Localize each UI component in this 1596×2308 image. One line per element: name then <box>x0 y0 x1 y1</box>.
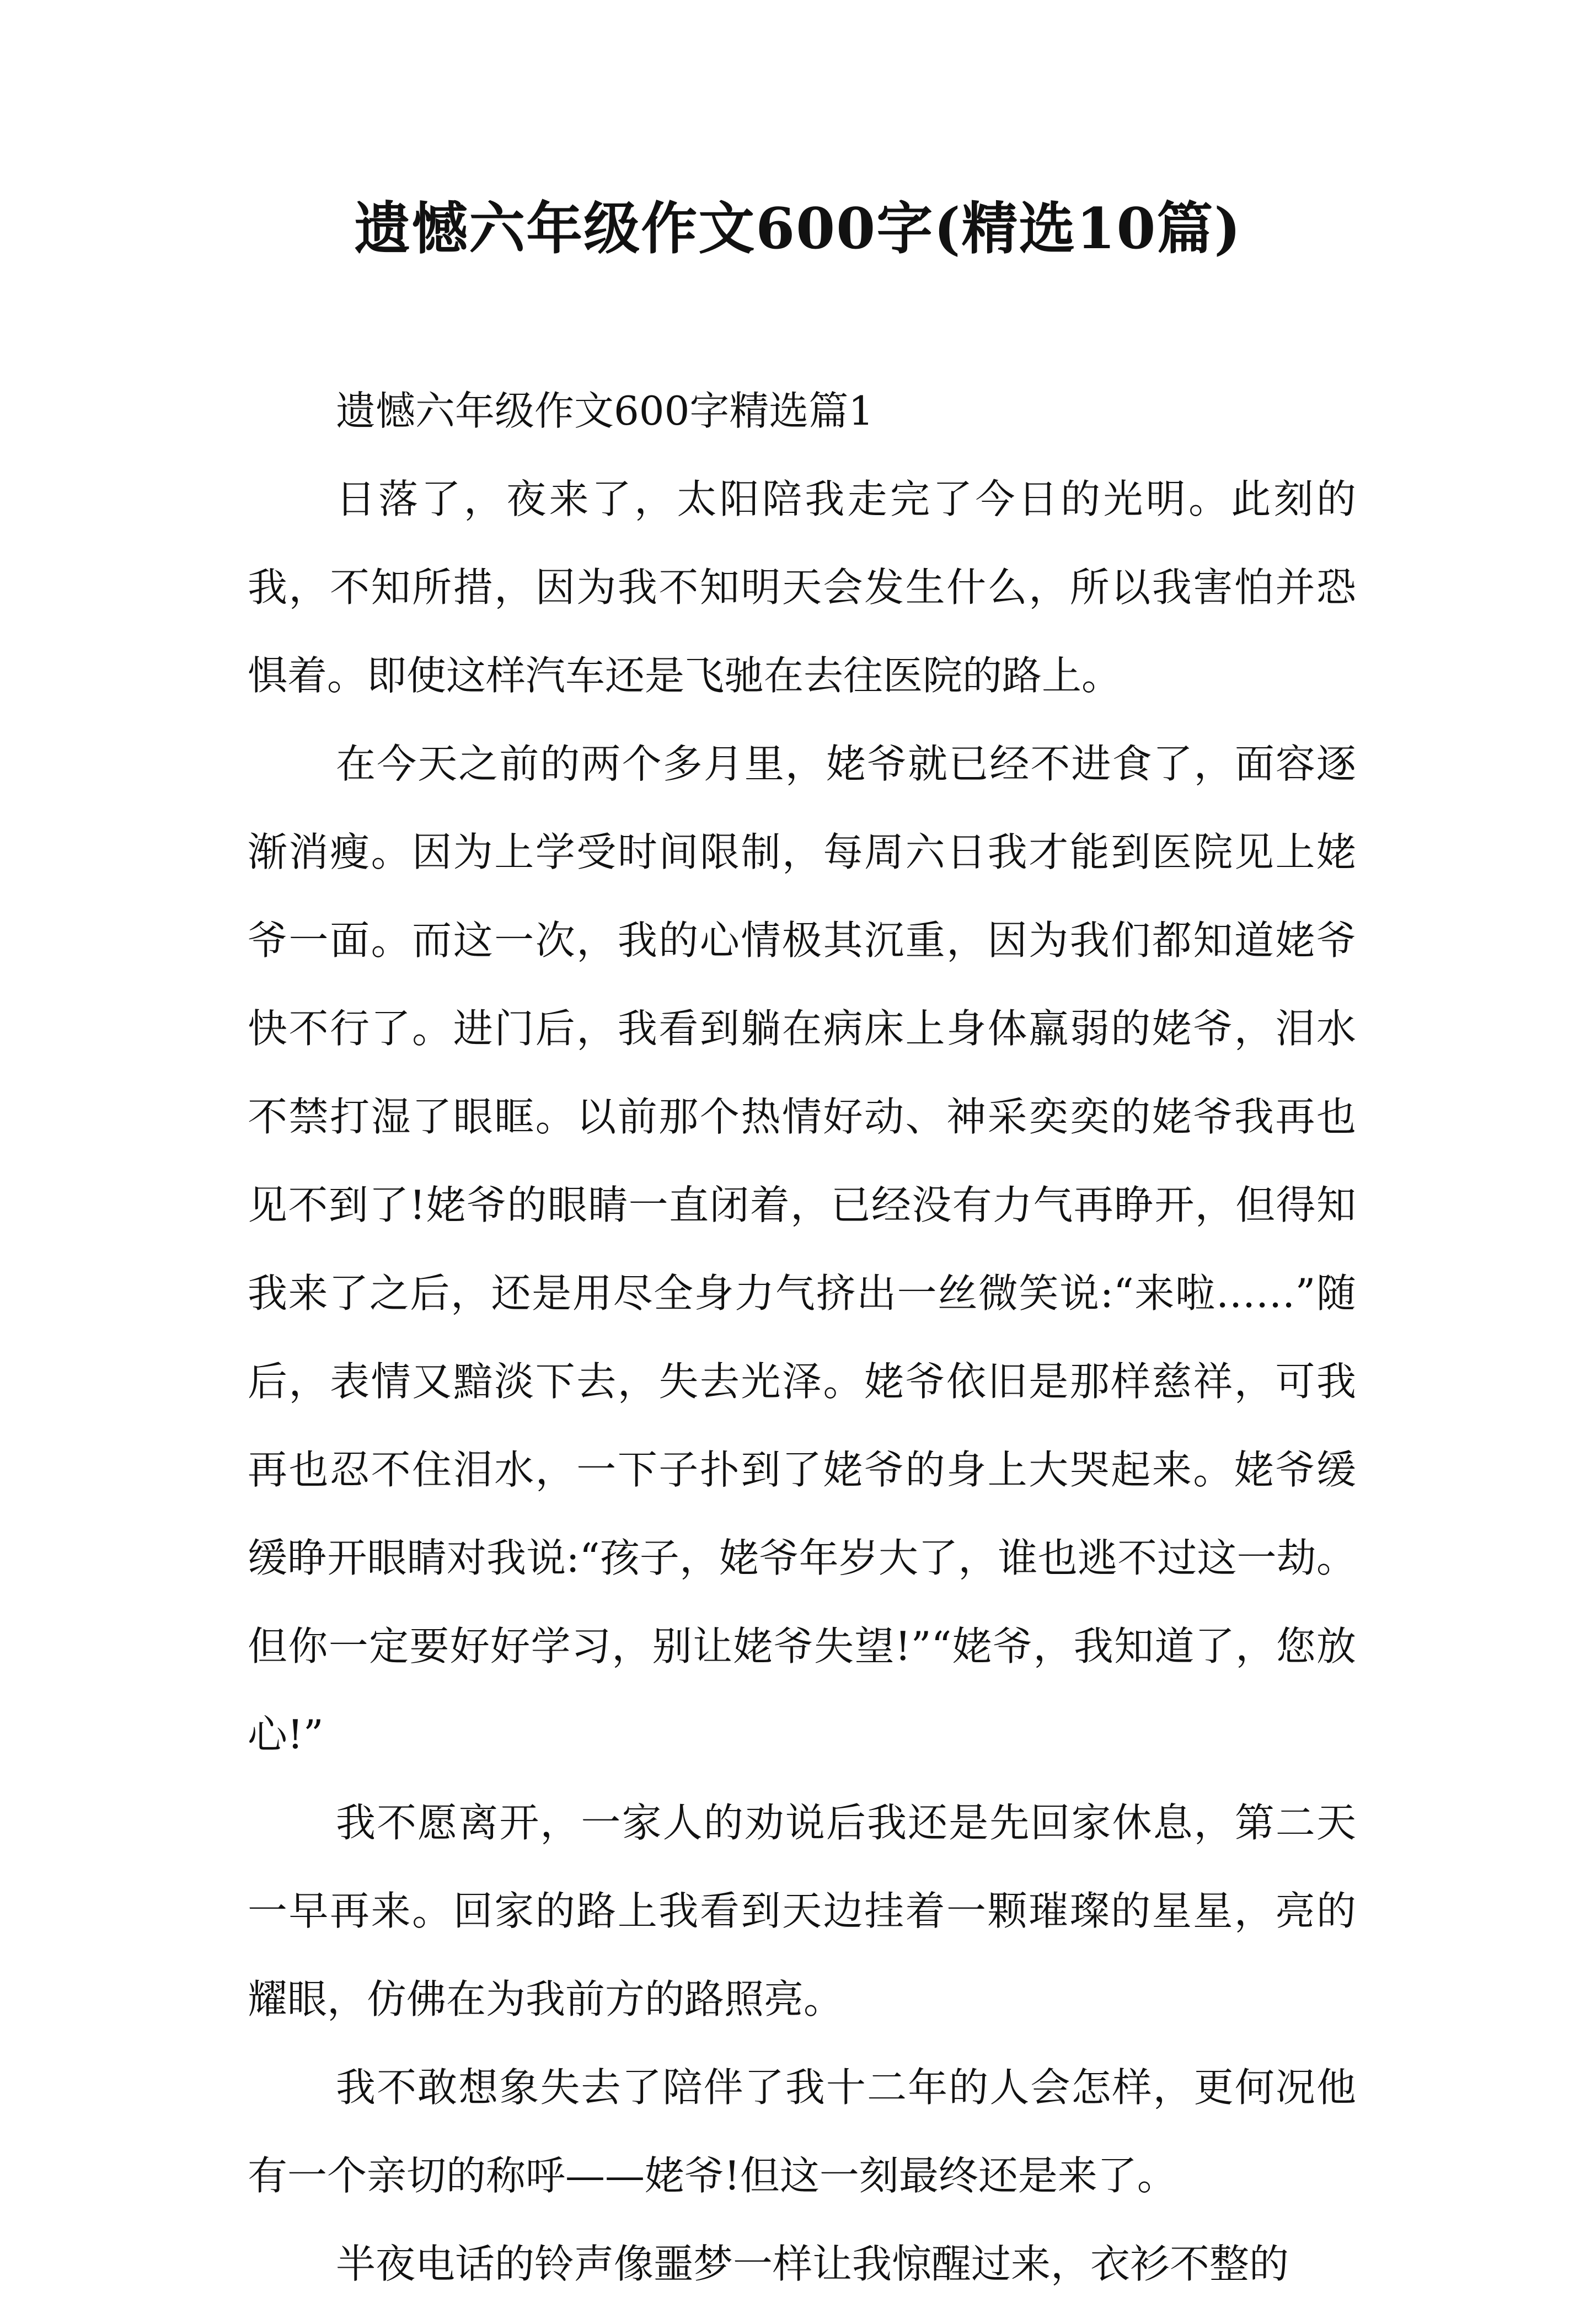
section-heading: 遗憾六年级作文600字精选篇1 <box>336 388 874 434</box>
paragraph: 我不敢想象失去了陪伴了我十二年的人会怎样，更何况他有一个亲切的称呼——姥爷!但这一刻最终还是来了。 <box>248 2064 1356 2199</box>
paragraph: 日落了，夜来了，太阳陪我走完了今日的光明。此刻的我，不知所措，因为我不知明天会发生什么，所以我害怕并恐惧着。即使这样汽车还是飞驰在去往医院的路上。 <box>248 476 1356 699</box>
document-title: 遗憾六年级作文600字(精选10篇) <box>354 196 1242 262</box>
paragraph: 我不愿离开，一家人的劝说后我还是先回家休息，第二天一早再来。回家的路上我看到天边挂着一颗璀璨的星星，亮的耀眼，仿佛在为我前方的路照亮。 <box>248 1800 1356 2022</box>
paragraph: 半夜电话的铃声像噩梦一样让我惊醒过来，衣衫不整的 <box>336 2241 1289 2287</box>
paragraph: 在今天之前的两个多月里，姥爷就已经不进食了，面容逐渐消瘦。因为上学受时间限制，每周六日我才能到医院见上姥爷一面。而这一次，我的心情极其沉重，因为我们都知道姥爷快不行了。进门后，我看到躺在病床上身体羸弱的姥爷，泪水不禁打湿了眼眶。以前那个热情好动、神采奕奕的姥爷我再也见不到了!姥爷的眼睛一直闭着，已经没有力气再睁开，但得知我来了之后，还是用尽全身力气挤出一丝微笑说:“来啦……”随后，表情又黯淡下去，失去光泽。姥爷依旧是那样慈祥，可我再也忍不住泪水，一下子扑到了姥爷的身上大哭起来。姥爷缓缓睁开眼睛对我说:“孩子，姥爷年岁大了，谁也逃不过这一劫。但你一定要好好学习，别让姥爷失望!”“姥爷，我知道了，您放心!” <box>248 741 1356 1758</box>
document-body <box>248 367 1356 2308</box>
